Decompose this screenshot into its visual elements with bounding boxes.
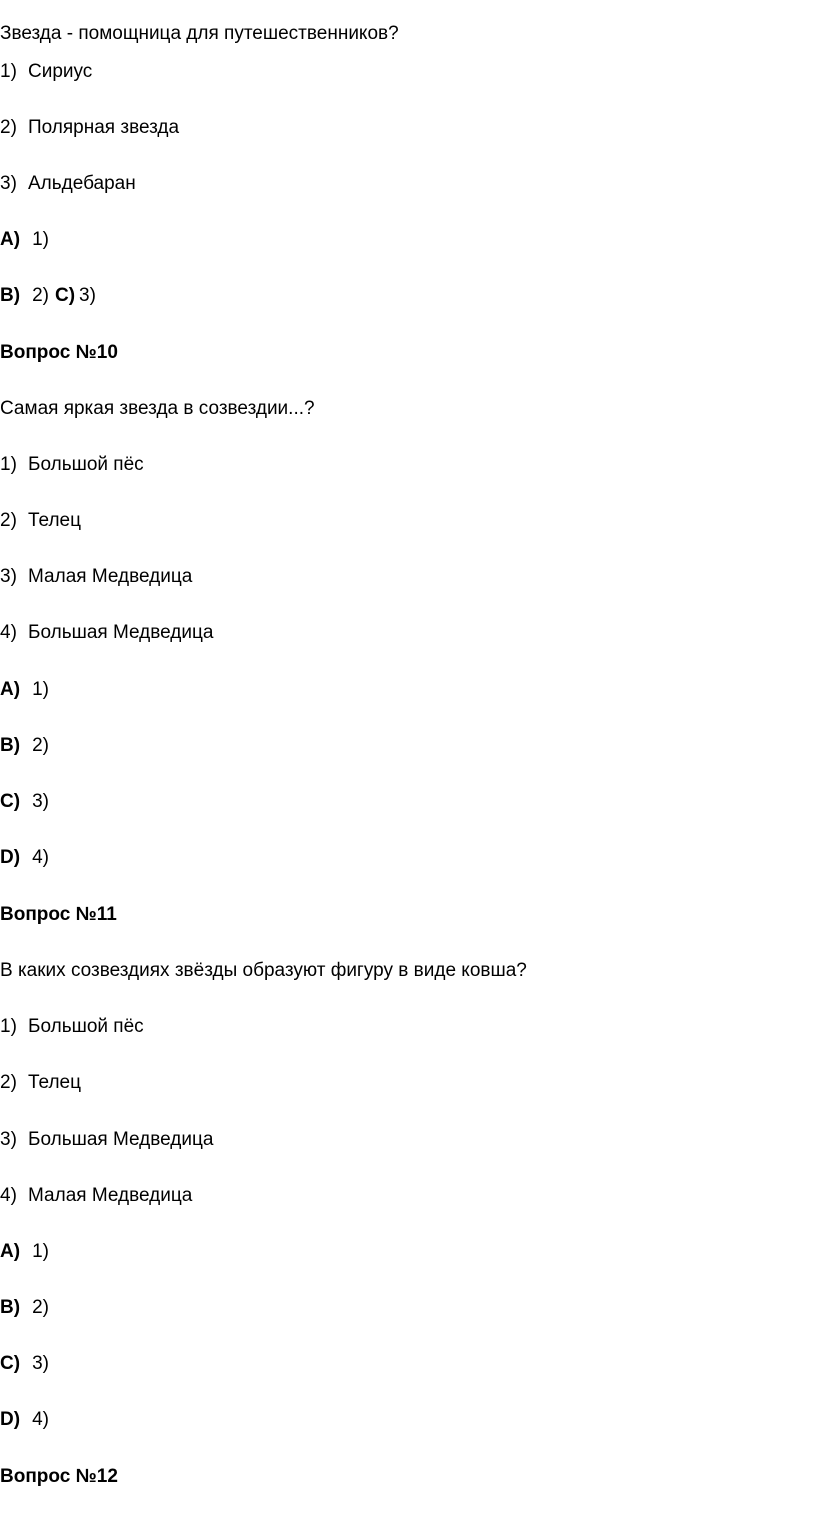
option-label: Телец bbox=[28, 510, 82, 531]
answer-item bbox=[0, 1407, 49, 1433]
answer-letter: A) bbox=[0, 1241, 21, 1262]
answer-item bbox=[0, 1351, 49, 1377]
option-item bbox=[0, 115, 179, 141]
question-text: Звезда - помощница для путешественников? bbox=[0, 23, 399, 44]
option-number: 2) bbox=[0, 510, 17, 531]
answer-letter: D) bbox=[0, 847, 21, 868]
option-item bbox=[0, 171, 136, 197]
option-label: Полярная звезда bbox=[28, 117, 180, 138]
answer-letter: C) bbox=[54, 285, 76, 306]
answer-item bbox=[0, 1239, 49, 1265]
option-item bbox=[0, 1014, 144, 1040]
option-label: Малая Медведица bbox=[28, 1185, 193, 1206]
answer-item bbox=[0, 845, 49, 871]
answer-item bbox=[0, 677, 49, 703]
answer-letter: B) bbox=[0, 285, 21, 306]
option-number: 1) bbox=[0, 454, 17, 475]
option-label: Малая Медведица bbox=[28, 566, 193, 587]
option-number: 3) bbox=[0, 1129, 17, 1150]
option-item bbox=[0, 1070, 81, 1096]
option-number: 1) bbox=[0, 1016, 17, 1037]
answer-value: 1) bbox=[32, 229, 49, 250]
option-item bbox=[0, 452, 144, 478]
answer-letter: C) bbox=[0, 791, 21, 812]
option-label: Альдебаран bbox=[28, 173, 136, 194]
option-label: Большой пёс bbox=[28, 454, 144, 475]
answer-item bbox=[0, 227, 49, 253]
option-label: Большая Медведица bbox=[28, 622, 214, 643]
answer-value: 1) bbox=[32, 1241, 49, 1262]
question-text: Самая яркая звезда в созвездии...? bbox=[0, 398, 315, 419]
answer-letter: A) bbox=[0, 679, 21, 700]
option-number: 2) bbox=[0, 117, 17, 138]
option-number: 4) bbox=[0, 1185, 17, 1206]
question-heading: Вопрос №11 bbox=[0, 904, 117, 925]
answer-value: 3) bbox=[79, 285, 96, 306]
answer-letter: B) bbox=[0, 1297, 21, 1318]
answer-value: 3) bbox=[32, 1353, 49, 1374]
option-number: 2) bbox=[0, 1072, 17, 1093]
question-heading: Вопрос №10 bbox=[0, 342, 118, 363]
answer-value: 2) bbox=[32, 735, 49, 756]
option-item bbox=[0, 1127, 213, 1153]
answer-value: 2) bbox=[32, 285, 49, 306]
option-label: Сириус bbox=[28, 61, 93, 82]
option-item bbox=[0, 620, 213, 646]
answer-letter: C) bbox=[0, 1353, 21, 1374]
answer-value: 4) bbox=[32, 1409, 49, 1430]
option-number: 1) bbox=[0, 61, 17, 82]
answer-value: 4) bbox=[32, 847, 49, 868]
option-item bbox=[0, 564, 192, 590]
answer-letter: A) bbox=[0, 229, 21, 250]
option-item bbox=[0, 59, 92, 85]
answer-item bbox=[0, 789, 49, 815]
answer-letter: B) bbox=[0, 735, 21, 756]
answer-value: 1) bbox=[32, 679, 49, 700]
option-label: Большая Медведица bbox=[28, 1129, 214, 1150]
answer-letter: D) bbox=[0, 1409, 21, 1430]
option-number: 4) bbox=[0, 622, 17, 643]
option-item bbox=[0, 508, 81, 534]
option-number: 3) bbox=[0, 173, 17, 194]
option-label: Телец bbox=[28, 1072, 82, 1093]
answer-value: 3) bbox=[32, 791, 49, 812]
question-text: В каких созвездиях звёзды образуют фигуру в виде ковша? bbox=[0, 960, 527, 981]
option-label: Большой пёс bbox=[28, 1016, 144, 1037]
option-number: 3) bbox=[0, 566, 17, 587]
answer-item bbox=[0, 283, 96, 309]
answer-item bbox=[0, 1295, 49, 1321]
option-item bbox=[0, 1183, 192, 1209]
answer-item bbox=[0, 733, 49, 759]
question-heading: Вопрос №12 bbox=[0, 1466, 118, 1487]
answer-value: 2) bbox=[32, 1297, 49, 1318]
